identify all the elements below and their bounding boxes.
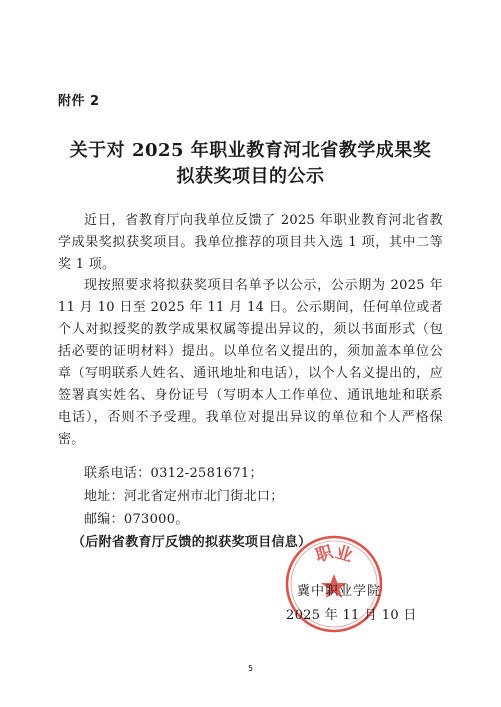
contact-address: 地址：河北省定州市北门街北口； [84, 489, 284, 504]
contact-postcode: 邮编：073000。 [84, 512, 189, 527]
svg-text:职业 [313, 542, 354, 566]
contact-phone: 联系电话：0312-2581671； [84, 466, 263, 481]
seal-text: 职业 [313, 542, 355, 567]
signature-date: 2025 年 11 月 10 日 [286, 608, 417, 623]
document-title-line2: 拟获奖项目的公示 [176, 166, 325, 187]
body-paragraph-1: 近日，省教育厅向我单位反馈了 2025 年职业教育河北省教学成果奖拟获奖项目。我单位推荐的项目共入选 1 项，其中二等奖 1 项。 [58, 213, 443, 272]
attachment-label: 附件 2 [58, 94, 100, 109]
attachment-note: （后附省教育厅反馈的拟获奖项目信息） [72, 535, 312, 550]
body-paragraph-2: 现按照要求将拟获奖项目名单予以公示，公示期为 2025 年 11 月 10 日至 2025 年 11 月 14 日。公示期间，任何单位或者个人对拟授奖的教学成果权属等提出异议的，须以书面形式（包括必要的证明材料）提出。以单位名义提出的，须加盖本单位公章（写明联系人姓名、通讯地址和电话），以个人名义提出的，应签署真实姓名、身份证号（写明本人工作单位、通讯地址和联系电话），否则不予受理。我单位对提出异议的单位和个人严格保密。 [58, 278, 443, 447]
page-number: 5 [247, 664, 254, 673]
document-title-line1: 关于对 2025 年职业教育河北省教学成果奖 [69, 140, 432, 161]
signature-organization: 冀中职业学院 [297, 584, 382, 599]
